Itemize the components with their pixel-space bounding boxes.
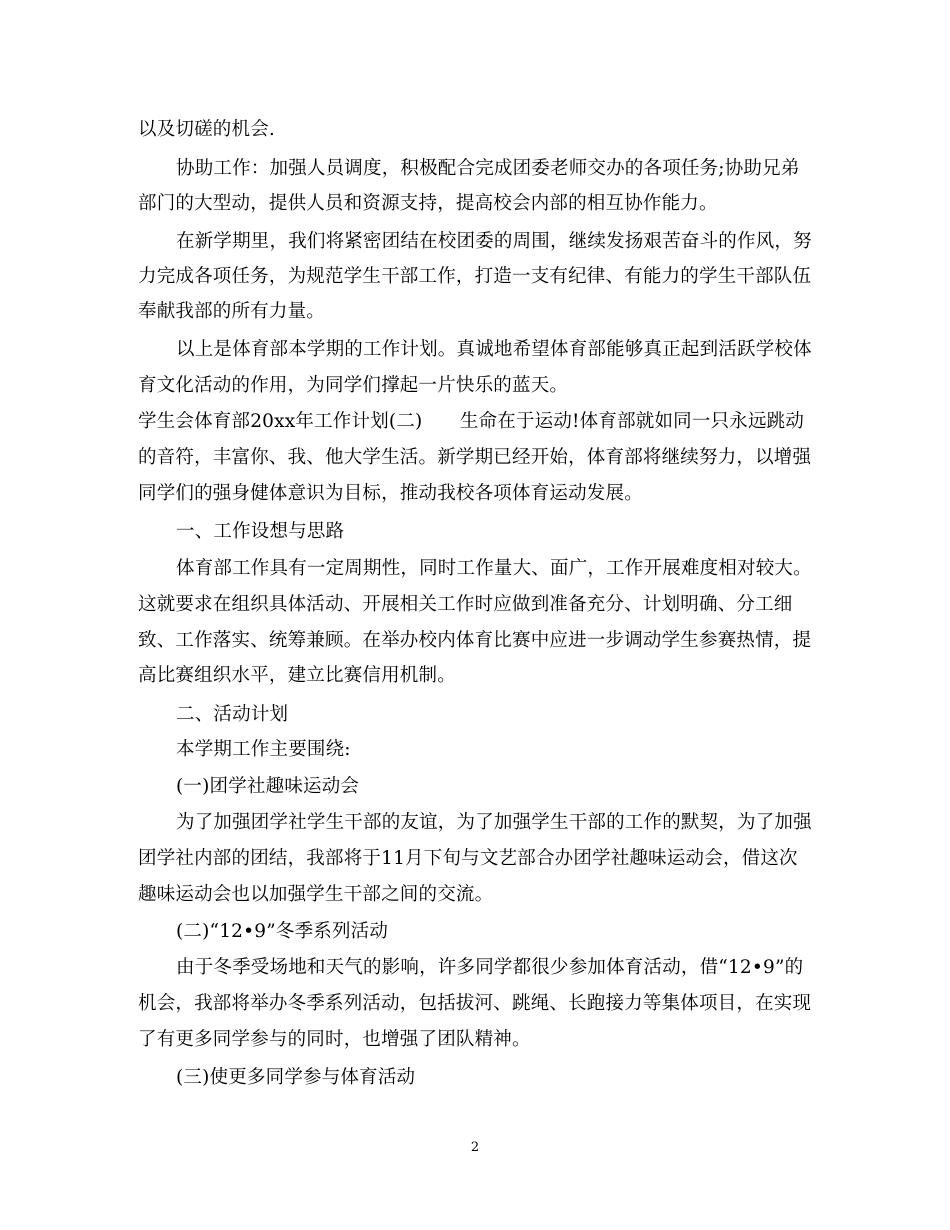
text-line: 在新学期里，我们将紧密团结在校团委的周围，继续发扬艰苦奋斗的作风，努 bbox=[176, 231, 812, 252]
text-line: 协助工作：加强人员调度，积极配合完成团委老师交办的各项任务;协助兄弟 bbox=[176, 158, 800, 179]
section-heading: 一、工作设想与思路 bbox=[176, 521, 345, 542]
text-line: 力完成各项任务，为规范学生干部工作，打造一支有纪律、有能力的学生干部队伍 bbox=[138, 266, 812, 287]
text-line: 团学社内部的团结，我部将于11月下旬与文艺部合办团学社趣味运动会，借这次 bbox=[138, 848, 798, 869]
text-line: 育文化活动的作用，为同学们撑起一片快乐的蓝天。 bbox=[138, 375, 569, 396]
text-line: 致、工作落实、统筹兼顾。在举办校内体育比赛中应进一步调动学生参赛热情，提 bbox=[138, 630, 812, 651]
text-line: 为了加强团学社学生干部的友谊，为了加强学生干部的工作的默契，为了加强 bbox=[176, 812, 812, 833]
text-line: 由于冬季受场地和天气的影响，许多同学都很少参加体育活动，借“12•9”的 bbox=[176, 957, 804, 978]
text-line: 以及切磋的机会. bbox=[138, 119, 275, 140]
text-line: 部门的大型动，提供人员和资源支持，提高校会内部的相互协作能力。 bbox=[138, 193, 718, 214]
text-line: 奉献我部的所有力量。 bbox=[138, 301, 326, 322]
text-line: 趣味运动会也以加强学生干部之间的交流。 bbox=[138, 884, 494, 905]
text-line: 学生会体育部20xx年工作计划(二) 生命在于运动!体育部就如同一只永远跳动 bbox=[138, 411, 805, 432]
text-line: 这就要求在组织具体活动、开展相关工作时应做到准备充分、计划明确、分工细 bbox=[138, 594, 793, 615]
text-line: 高比赛组织水平，建立比赛信用机制。 bbox=[138, 665, 456, 686]
text-line: 机会，我部将举办冬季系列活动，包括拔河、跳绳、长跑接力等集体项目，在实现 bbox=[138, 993, 812, 1014]
text-line: 以上是体育部本学期的工作计划。真诚地希望体育部能够真正起到活跃学校体 bbox=[176, 339, 812, 360]
text-line: 的音符，丰富你、我、他大学生活。新学期已经开始，体育部将继续努力，以增强 bbox=[138, 447, 812, 468]
subsection-heading: (二)“12•9”冬季系列活动 bbox=[176, 921, 389, 942]
subsection-heading: (一)团学社趣味运动会 bbox=[176, 776, 360, 797]
text-line: 本学期工作主要围绕: bbox=[176, 739, 351, 760]
subsection-heading: (三)使更多同学参与体育活动 bbox=[176, 1067, 416, 1088]
text-line: 了有更多同学参与的同时，也增强了团队精神。 bbox=[138, 1029, 531, 1050]
page-number: 2 bbox=[470, 1140, 480, 1155]
text-line: 同学们的强身健体意识为目标，推动我校各项体育运动发展。 bbox=[138, 483, 643, 504]
text-line: 体育部工作具有一定周期性，同时工作量大、面广，工作开展难度相对较大。 bbox=[176, 558, 812, 579]
section-heading: 二、活动计划 bbox=[176, 704, 289, 725]
